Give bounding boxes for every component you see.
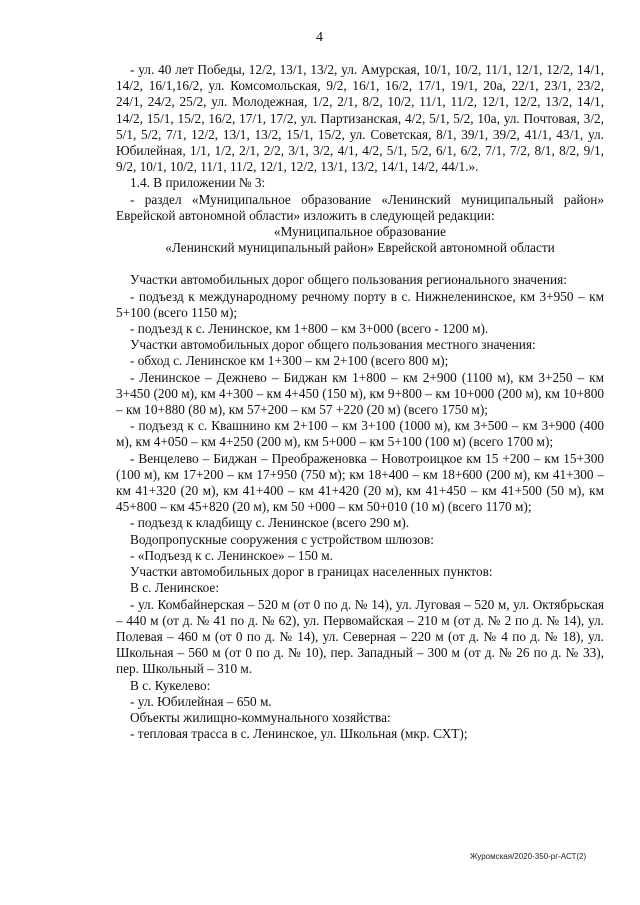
paragraph: - подъезд к кладбищу с. Ленинское (всего 290 м). [130, 515, 410, 531]
paragraph: - Венцелево – Биджан – Преображеновка – Новотроицкое км 15 +200 – км 15+300 (100 м), км 17+200 – км 17+950 (750 м); км 18+400 – км 18+600 (200 м), км 41+300 – км 41+320 (20 м), км 41+400 – км 41+420 (20 м), км 41+450 – км 41+500 (50 м), км 45+800 – км 45+820 (20 м), км 50 +000 – км 50+010 (10 м) (всего 1170 м); [116, 450, 604, 515]
paragraph: - раздел «Муниципальное образование «Ленинский муниципальный район» Еврейской автономной области» изложить в следующей редакции: [116, 191, 604, 223]
paragraph: Водопропускные сооружения с устройством шлюзов: [130, 531, 434, 547]
paragraph: 1.4. В приложении № 3: [130, 175, 266, 191]
paragraph: - подъезд к международному речному порту в с. Нижнеленинское, км 3+950 – км 5+100 (всего 1150 м); [116, 288, 604, 320]
paragraph: - Ленинское – Дежнево – Биджан км 1+800 – км 2+900 (1100 м), км 3+250 – км 3+450 (200 м), км 4+300 – км 4+450 (150 м), км 9+800 – км 10+000 (200 м), км 10+800 – км 10+880 (80 м), км 57+200 – км 57 +220 (20 м) (всего 1750 м); [116, 369, 604, 418]
section-heading: «Ленинский муниципальный район» Еврейской автономной области [165, 240, 555, 256]
paragraph: Объекты жилищно-коммунального хозяйства: [130, 709, 391, 725]
paragraph: В с. Ленинское: [130, 580, 220, 596]
paragraph: - тепловая трасса в с. Ленинское, ул. Школьная (мкр. СХТ); [130, 726, 468, 742]
paragraph: Участки автомобильных дорог в границах населенных пунктов: [130, 564, 493, 580]
paragraph: - ул. 40 лет Победы, 12/2, 13/1, 13/2, ул. Амурская, 10/1, 10/2, 11/1, 12/1, 12/2, 14/1, 14/2, 16/1,16/2, ул. Комсомольская, 9/2, 16/1, 16/2, 17/1, 19/1, 20а, 22/1, 23/1, 23/2, 24/1, 24/2, 25/2, ул. Молодежная, 1/2, 2/1, 8/2, 10/2, 11/1, 11/2, 12/1, 12/2, 13/2, 14/1, 14/2, 15/1, 15/2, 16/2, 17/1, 17/2, ул. Партизанская, 4/2, 5/1, 5/2, 10а, ул. Почтовая, 3/2, 5/1, 5/2, 7/1, 12/2, 13/1, 13/2, 15/1, 15/2, ул. Советская, 8/1, 39/1, 39/2, 41/1, 43/1, ул. Юбилейная, 1/1, 1/2, 2/1, 2/2, 3/1, 3/2, 4/1, 4/2, 5/1, 5/2, 6/1, 6/2, 7/1, 7/2, 8/1, 8/2, 9/1, 9/2, 10/1, 10/2, 11/1, 11/2, 12/1, 12/2, 13/1, 13/2, 14/1, 14/2, 44/1.». [116, 62, 604, 175]
paragraph: - подъезд к с. Ленинское, км 1+800 – км 3+000 (всего - 1200 м). [130, 321, 489, 337]
paragraph: В с. Кукелево: [130, 677, 211, 693]
paragraph: Участки автомобильных дорог общего пользования регионального значения: [130, 272, 567, 288]
paragraph: - обход с. Ленинское км 1+300 – км 2+100 (всего 800 м); [130, 353, 449, 369]
section-heading: «Муниципальное образование [273, 224, 447, 240]
spacer [116, 256, 604, 272]
paragraph: - «Подъезд к с. Ленинское» – 150 м. [130, 547, 333, 563]
paragraph: Участки автомобильных дорог общего пользования местного значения: [130, 337, 536, 353]
page-number: 4 [316, 30, 324, 45]
document-body [116, 62, 604, 742]
paragraph: - подъезд к с. Квашнино км 2+100 – км 3+100 (1000 м), км 3+500 – км 3+900 (400 м), км 4+050 – км 4+250 (200 м), км 5+000 – км 5+100 (100 м) (всего 1700 м); [116, 418, 604, 450]
paragraph: - ул. Комбайнерская – 520 м (от 0 по д. № 14), ул. Луговая – 520 м, ул. Октябрьская – 440 м (от д. № 41 по д. № 62), ул. Первомайская – 210 м (от д. № 2 по д. № 14), ул. Полевая – 460 м (от 0 по д. № 14), ул. Северная – 220 м (от д. № 4 по д. № 18), ул. Школьная – 560 м (от 0 по д. № 10), пер. Западный – 300 м (от д. № 26 по д. № 33), пер. Школьный – 310 м. [116, 596, 604, 677]
paragraph: - ул. Юбилейная – 650 м. [130, 693, 272, 709]
document-code-footer: Журомская/2020-350-рг-АСТ(2) [470, 852, 587, 861]
